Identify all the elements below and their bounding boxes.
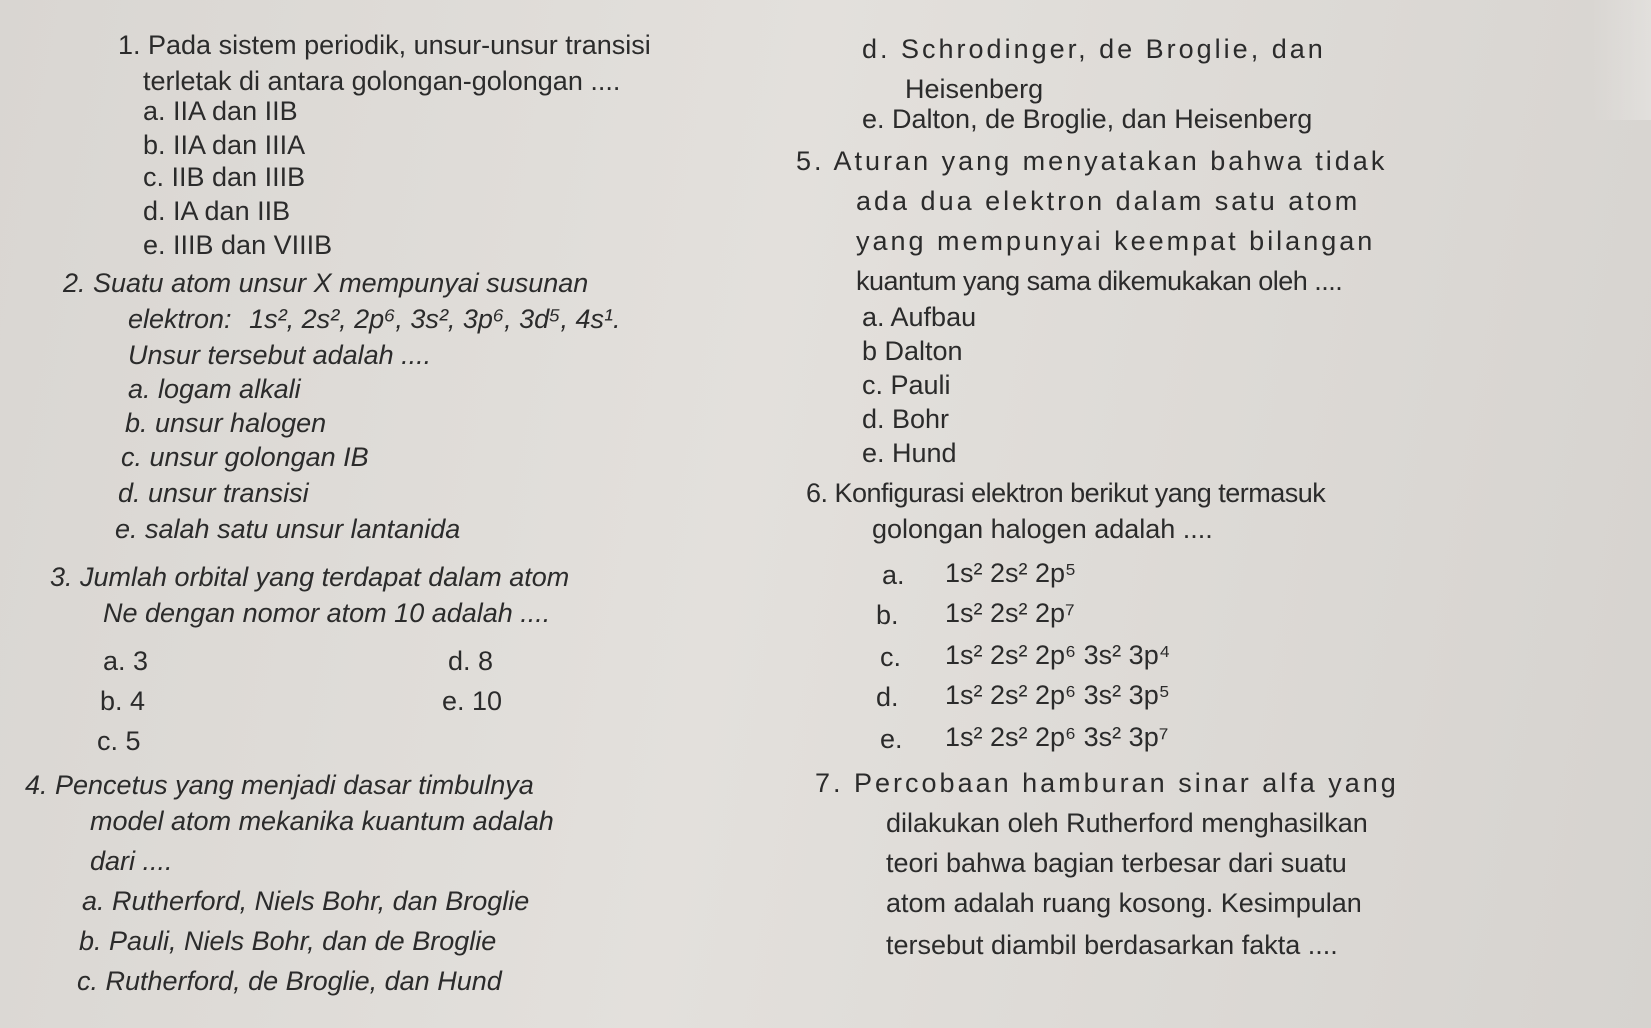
q2-stem-line1: 2. Suatu atom unsur X mempunyai susunan (63, 268, 589, 298)
q1-option-a: a. IIA dan IIB (143, 96, 298, 126)
q5-stem-line3: yang mempunyai keempat bilangan (856, 226, 1376, 256)
q1-option-b: b. IIA dan IIIA (143, 130, 306, 160)
q4-stem-line2: model atom mekanika kuantum adalah (90, 806, 554, 836)
q2-stem-line2 (128, 304, 621, 334)
q6-option-b-config: 1s² 2s² 2p⁷ (945, 598, 1075, 628)
q6-option-e-label: e. (880, 724, 903, 754)
q7-stem-line1: 7. Percobaan hamburan sinar alfa yang (815, 768, 1399, 798)
q6-option-c-label: c. (880, 642, 902, 672)
q3-option-a: a. 3 (103, 646, 149, 676)
q2-stem-prefix: elektron: (128, 304, 232, 334)
q2-option-a: a. logam alkali (128, 374, 301, 404)
q2-option-b: b. unsur halogen (125, 408, 327, 438)
q2-option-d: d. unsur transisi (118, 478, 309, 508)
q6-option-c-config: 1s² 2s² 2p⁶ 3s² 3p⁴ (945, 640, 1171, 670)
q6-stem-line2: golongan halogen adalah .... (872, 514, 1213, 544)
q2-option-e: e. salah satu unsur lantanida (115, 514, 461, 544)
q3-stem-line1: 3. Jumlah orbital yang terdapat dalam atom (50, 562, 570, 592)
q4-option-a: a. Rutherford, Niels Bohr, dan Broglie (82, 886, 530, 916)
q5-stem-line4: kuantum yang sama dikemukakan oleh .... (856, 266, 1343, 296)
q1-option-c: c. IIB dan IIIB (143, 162, 306, 192)
q4-option-e: e. Dalton, de Broglie, dan Heisenberg (862, 104, 1313, 134)
q3-option-d: d. 8 (448, 646, 494, 676)
q3-option-b: b. 4 (100, 686, 146, 716)
q6-option-a-config: 1s² 2s² 2p⁵ (945, 558, 1077, 588)
q7-stem-line3: teori bahwa bagian terbesar dari suatu (886, 848, 1347, 878)
q1-option-d: d. IA dan IIB (143, 196, 291, 226)
q6-option-a-label: a. (882, 560, 905, 590)
q6-option-d-config: 1s² 2s² 2p⁶ 3s² 3p⁵ (945, 680, 1170, 710)
q5-option-d: d. Bohr (862, 404, 950, 434)
q5-stem-line2: ada dua elektron dalam satu atom (856, 186, 1361, 216)
q4-stem-line3: dari .... (90, 846, 173, 876)
q1-option-e: e. IIIB dan VIIIB (143, 230, 333, 260)
q6-option-b-label: b. (876, 600, 899, 630)
q2-stem-line3: Unsur tersebut adalah .... (128, 340, 432, 370)
q5-stem-line1: 5. Aturan yang menyatakan bahwa tidak (796, 146, 1388, 176)
q6-option-e-config: 1s² 2s² 2p⁶ 3s² 3p⁷ (945, 722, 1169, 752)
q3-option-c: c. 5 (97, 726, 141, 756)
q4-stem-line1: 4. Pencetus yang menjadi dasar timbulnya (25, 770, 534, 800)
q5-option-a: a. Aufbau (862, 302, 977, 332)
q6-option-d-label: d. (876, 682, 899, 712)
q7-stem-line4: atom adalah ruang kosong. Kesimpulan (886, 888, 1362, 918)
q5-option-e: e. Hund (862, 438, 957, 468)
page-edge-shadow (1591, 0, 1651, 120)
q4-option-d-line1: d. Schrodinger, de Broglie, dan (862, 34, 1326, 64)
q5-option-b: b Dalton (862, 336, 963, 366)
q4-option-d-line2: Heisenberg (905, 74, 1044, 104)
q1-stem-line1: 1. Pada sistem periodik, unsur-unsur transisi (118, 30, 651, 60)
q4-option-b: b. Pauli, Niels Bohr, dan de Broglie (79, 926, 497, 956)
q7-stem-line5: tersebut diambil berdasarkan fakta .... (886, 930, 1338, 960)
q2-electron-config: 1s², 2s², 2p⁶, 3s², 3p⁶, 3d⁵, 4s¹. (249, 304, 621, 334)
q3-stem-line2: Ne dengan nomor atom 10 adalah .... (103, 598, 551, 628)
q3-option-e: e. 10 (442, 686, 503, 716)
q6-stem-line1: 6. Konfigurasi elektron berikut yang termasuk (806, 478, 1326, 508)
q5-option-c: c. Pauli (862, 370, 951, 400)
q4-option-c: c. Rutherford, de Broglie, dan Hund (77, 966, 502, 996)
q1-stem-line2: terletak di antara golongan-golongan .... (143, 66, 621, 96)
q2-option-c: c. unsur golongan IB (121, 442, 369, 472)
q7-stem-line2: dilakukan oleh Rutherford menghasilkan (886, 808, 1368, 838)
